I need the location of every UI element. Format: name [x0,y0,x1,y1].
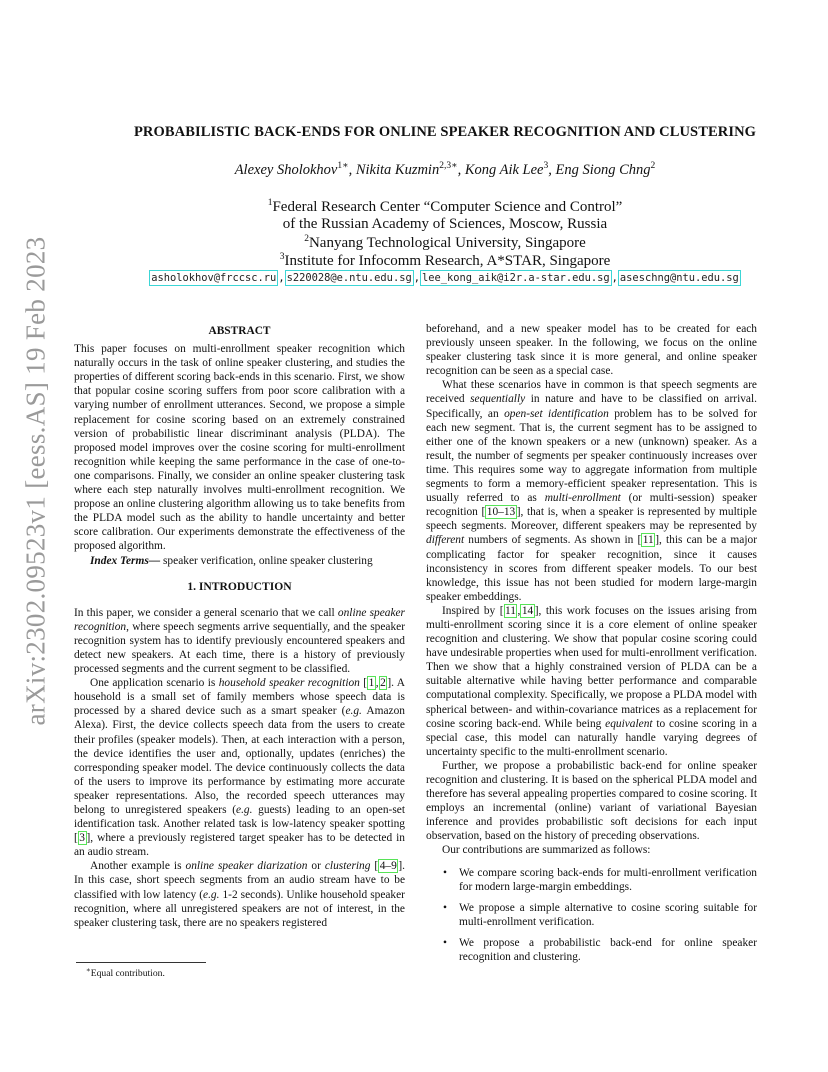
affiliation-2: $^2$Nanyang Technological University, Singapore [304,234,586,251]
arxiv-side-identifier: arXiv:2302.09523v1 [eess.AS] 19 Feb 2023 [20,236,51,726]
citation-link[interactable]: 11 [505,604,516,617]
bullet-icon: • [443,866,447,879]
contributions-list [426,866,757,965]
citation-link[interactable]: 10–13 [486,506,516,519]
paper-title: PROBABILISTIC BACK-ENDS FOR ONLINE SPEAKER RECOGNITION AND CLUSTERING [133,124,757,140]
email-link[interactable]: lee_kong_aik@i2r.a-star.edu.sg [421,272,610,284]
citation-link[interactable]: 14 [521,604,534,617]
right-paragraph-2: Inspired by [ 11 , 14 ], this work focuses on the issues arising from multi-enrollment scoring since it is a core element of online speaker recognition and clustering. We show that popular cosine scoring could have undesirable properties when used for multi-enrollment verification. Then we show that a highly constrained version of PLDA can be a suitable alternative while having better performance and comparable computational complexity. Specifically, we propose a PLDA model with spherical between- and within-covariance matrices as a replacement for cosine scoring back-end. While being equivalent to cosine scoring in a special case, this model can naturally handle varying degrees of uncertainty specific to the multi-enrollment scenario. [426,604,757,758]
right-paragraph-0: beforehand, and a new speaker model has to be created for each previously unseen speaker. In the following, we focus on the online speaker clustering task since it is more general, and online speaker recognition can be seen as a special case. [426,323,757,378]
affiliation-1-line-1: $^1$Federal Research Center “Computer Science and Control” [267,198,623,215]
author-name: Eng Siong Chng [555,161,651,178]
intro-paragraph-1: In this paper, we consider a general scenario that we call online speaker recognition, where speech segments arrive sequentially, and the speaker recognition system has to identify previously encountered speakers and detect new speakers. At each time, there is a history of previously processed segments and the current segment to be classified. [74,606,405,676]
citation-link[interactable]: 11 [642,534,654,547]
abstract-text: This paper focuses on multi-enrollment speaker recognition which naturally occurs in the task of online speaker clustering, and studies the properties of different scoring back-ends in this scenario. First, we show that popular cosine scoring suffers from poor score calibration with a varying number of enrollment utterances. Second, we propose a simple replacement for cosine scoring based on an extremely constrained version of probabilistic linear discriminant analysis (PLDA). The proposed model improves over the cosine scoring for multi-enrollment recognition while keeping the same performance in the case of one-to-one comparisons. Finally, we consider an online speaker clustering task where each step naturally involves multi-enrollment recognition. We propose an online clustering algorithm allowing us to take benefits from the PLDA model such as the ability to handle uncertainty and better score calibration. Our experiments demonstrate the effectiveness of the proposed algorithm. [74,343,405,553]
right-paragraph-1: What these scenarios have in common is that speech segments are received sequentially in nature and have to be classified on arrival. Specifically, an open-set identification problem has to be solved for each new segment. That is, the current segment has to be assigned to either one of the known speakers or a new (unknown) speaker. As a result, the number of segments per speaker continuously increases over time. This requires some way to aggregate information from multiple segments to form a memory-efficient speaker representation. This is usually referred to as multi-enrollment (or multi-session) speaker recognition [ 10–13 ], that is, when a speaker is represented by multiple speech segments. Moreover, different speakers may be represented by different numbers of segments. As shown in [ 11 ], this can be a major complicating factor for speaker recognition, since it causes inconsistency in scores from different speaker models. To our best knowledge, this issue has not been studied for modern large-margin speaker embeddings. [426,379,757,603]
list-item: • We propose a simple alternative to cosine scoring suitable for multi-enrollment verification. [443,901,757,928]
author-name: Kong Aik Lee [464,161,544,178]
left-column [74,324,405,930]
citation-link[interactable]: 1 [368,677,375,690]
list-item: • We propose a probabilistic back-end for online speaker recognition and clustering. [443,936,757,964]
email-link[interactable]: s220028@e.ntu.edu.sg [286,272,412,284]
author-name: Alexey Sholokhov [234,161,338,178]
citation-link[interactable]: 2 [380,677,386,690]
right-paragraph-4: Our contributions are summarized as follows: [442,844,651,857]
bullet-icon: • [443,901,447,914]
right-paragraph-3: Further, we propose a probabilistic back-end for online speaker recognition and clustering. It is based on the spherical PLDA model and therefore has several appealing properties compared to cosine scoring. It employs an incremental (online) variant of variational Bayesian inference and provides probabilistic soft decisions for each input observation, based on the history of preceding observations. [426,759,757,843]
affiliation-1-line-2: of the Russian Academy of Sciences, Moscow, Russia [282,216,608,232]
footnote: ∗Equal contribution. [86,966,165,980]
abstract-heading: ABSTRACT [208,325,271,337]
email-list: asholokhov@frccsc.ru , s220028@e.ntu.edu.sg , lee_kong_aik@i2r.a-star.edu.sg , aseschng@ntu.edu.sg [151,272,739,284]
author-line: Alexey Sholokhov$^{1∗}$, Nikita Kuzmin$^{2,3∗}$, Kong Aik Lee$^3$, Eng Siong Chng$^2$ [234,161,656,178]
list-item: • We compare scoring back-ends for multi-enrollment verification for modern large-margin embeddings. [443,866,757,893]
email-link[interactable]: aseschng@ntu.edu.sg [619,272,739,284]
intro-paragraph-3: Another example is online speaker diarization or clustering [ 4–9 ]. In this case, short speech segments from an audio stream have to be classified with low latency (e.g. 1-2 seconds). Unlike household speaker recognition, where all unregistered speakers are not of interest, in the speaker clustering task, there are no speakers registered [74,860,405,929]
right-column [426,322,757,971]
intro-paragraph-2: One application scenario is household speaker recognition [ 1 , 2 ]. A household is a small set of family members whose speech data is processed by a shared device such as a smart speaker (e.g. Amazon Alexa). First, the device collects speech data from the users to create their profiles (speaker models). Then, at each interaction with a person, the device identifies the user and, optionally, updates (enriches) the corresponding speaker model. The device continuously collects the data of the users to improve its performance by estimating more accurate speaker representations. Also, the recorded speech utterances may belong to unregistered speakers (e.g. guests) leading to an open-set identification task. Another related task is low-latency speaker spotting [ 3 ], where a previously registered target speaker has to be detected in an audio stream. [74,677,406,859]
email-link[interactable]: asholokhov@frccsc.ru [151,272,277,284]
affiliation-3: $^3$Institute for Infocomm Research, A*STAR, Singapore [279,252,611,269]
footnote-divider [76,962,206,963]
citation-link[interactable]: 4–9 [379,860,397,873]
author-name: Nikita Kuzmin [355,161,440,178]
index-terms: Index Terms— speaker verification, online speaker clustering [90,554,373,567]
bullet-icon: • [443,936,447,949]
section-heading-introduction: 1. INTRODUCTION [187,579,292,593]
citation-link[interactable]: 3 [79,832,85,845]
